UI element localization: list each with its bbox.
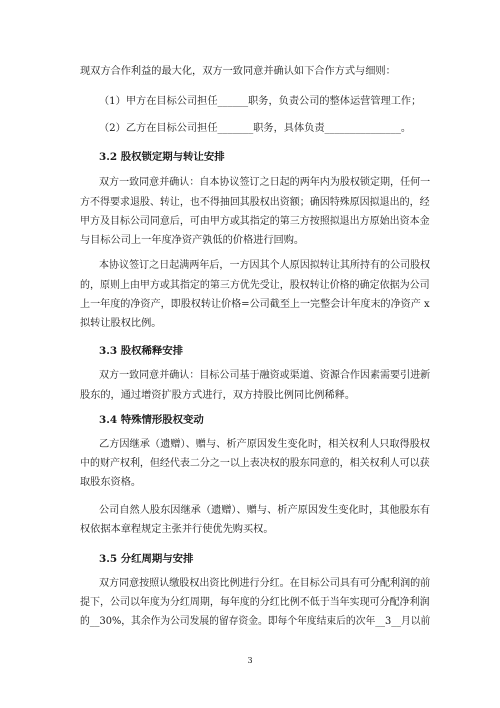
section-3-5-heading: 3.5 分红周期与安排 [99, 553, 194, 565]
intro-paragraph: 现双方合作利益的最大化，双方一致同意并确认如下合作方式与细则： [80, 66, 396, 77]
s33-p1-line: 股东的，通过增资扩股方式进行，双方持股比例同比例稀释。 [80, 390, 356, 401]
s34-p1-line: 乙方因继承（遗赠）、赠与、析产原因发生变化时，相关权利人只取得股权 [99, 439, 431, 450]
s32-p1-line: 与目标公司上一年度净资产孰低的价格进行回购。 [80, 235, 305, 246]
section-3-3-heading: 3.3 股权稀释安排 [99, 345, 184, 357]
s32-p2-line: 拟转让股权比例。 [80, 318, 162, 329]
s35-p1-line: 双方同意按照认缴股权出资比例进行分红。在目标公司具有可分配利润的前 [99, 578, 431, 589]
s33-p1-line: 双方一致同意并确认：目标公司基于融资或渠道、资源合作因素需要引进新 [99, 370, 431, 381]
section-3-4-heading: 3.4 特殊情形股权变动 [99, 414, 204, 426]
s32-p1-line: 双方一致同意并确认：自本协议签订之日起的两年内为股权锁定期，任何一 [99, 177, 431, 188]
s34-p1-line: 取股东资格。 [80, 477, 142, 488]
section-3-2-heading: 3.2 股权锁定期与转让安排 [99, 151, 225, 163]
s32-p1-line: 甲方及目标公司同意后，可由甲方或其指定的第三方按照拟退出方原始出资本金 [80, 216, 430, 227]
clause-item-1: （1）甲方在目标公司担任______职务，负责公司的整体运营管理工作； [99, 96, 422, 107]
s32-p2-line: 本协议签订之日起满两年后，一方因其个人原因拟转让其所持有的公司股权 [99, 260, 431, 271]
s32-p1-line: 方不得要求退股、转让，也不得抽回其股权出资额；确因特殊原因拟退出的，经 [80, 197, 430, 208]
s34-p1-line: 中的财产权利，但经代表二分之一以上表决权的股东同意的，相关权利人可以获 [80, 458, 430, 469]
page-number: 3 [247, 656, 253, 665]
s35-p1-line: 提下，公司以年度为分红周期，每年度的分红比例不低于当年实现可分配净利润 [80, 597, 430, 608]
s35-p1-line: 的__30%，其余作为公司发展的留存资金。即每个年度结束后的次年__3__月以前 [80, 616, 431, 627]
s32-p2-line: 的，原则上由甲方或其指定的第三方优先受让，股权转让价格的确定依据为公司 [80, 280, 430, 291]
s34-p2-line: 权依据本章程规定主张并行使优先购买权。 [80, 524, 274, 535]
s34-p2-line: 公司自然人股东因继承（遗赠）、赠与、析产原因发生变化时，其他股东有 [99, 505, 431, 516]
s32-p2-line: 上一年度的净资产，即股权转让价格=公司截至上一完整会计年度末的净资产 x [80, 299, 430, 310]
clause-item-2: （2）乙方在目标公司担任_______职务，具体负责_______________。 [99, 123, 412, 134]
